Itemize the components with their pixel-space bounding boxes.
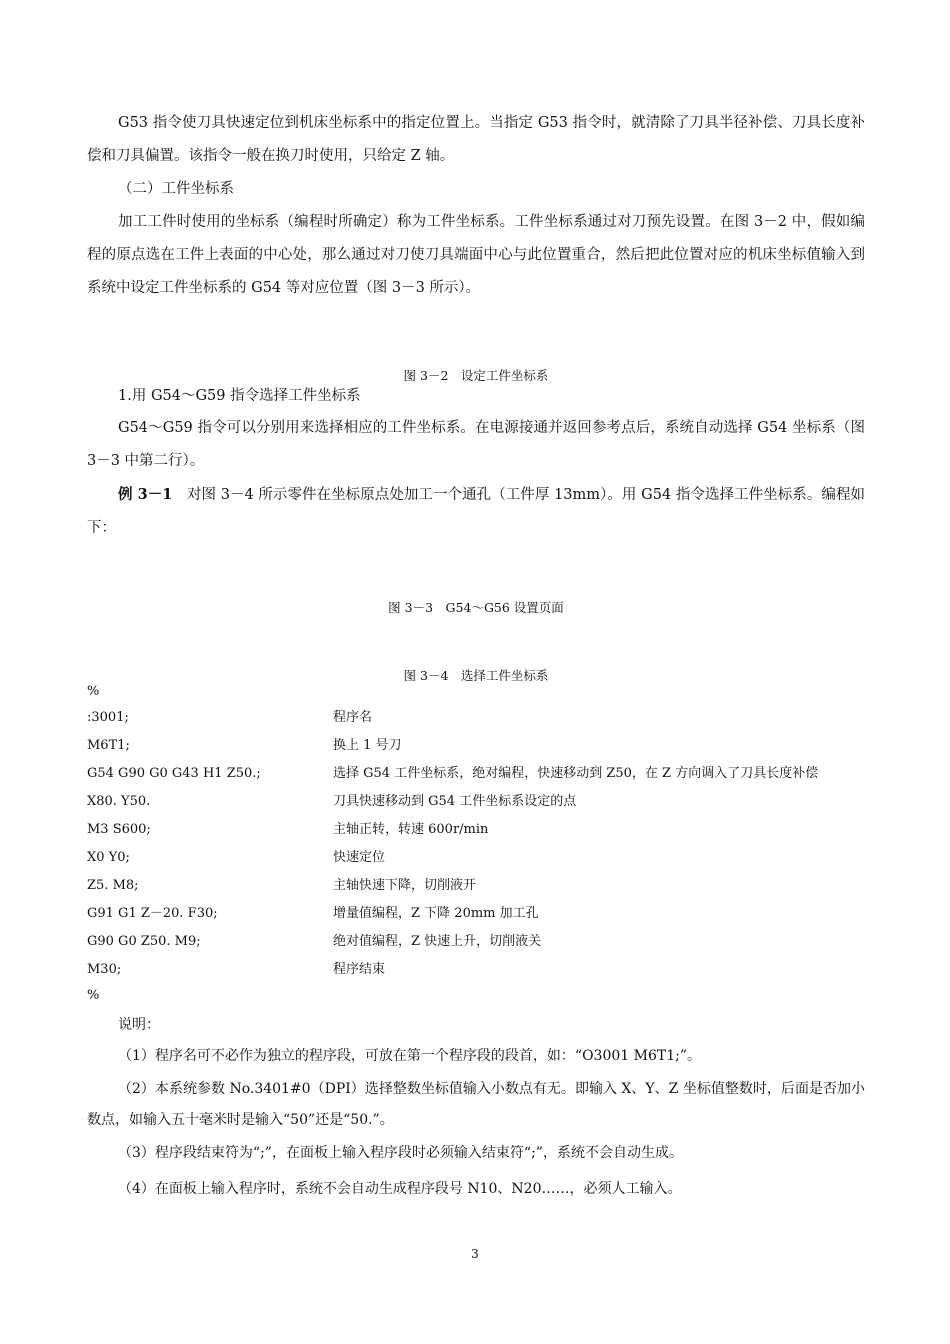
program-line — [87, 760, 865, 788]
program-line — [87, 844, 865, 872]
program-code: X0 Y0; — [87, 850, 130, 865]
program-line — [87, 956, 865, 984]
note-item: （3）程序段结束符为“;”，在面板上输入程序段时必须输入结束符“;”，系统不会自动生成。 — [118, 1145, 683, 1161]
program-line — [87, 816, 865, 844]
program-code: M3 S600; — [87, 822, 151, 837]
program-code: G54 G90 G0 G43 H1 Z50.; — [87, 766, 261, 781]
program-line — [87, 900, 865, 928]
figure-3-2-caption: 图 3－2 设定工件坐标系 — [403, 368, 549, 383]
example-paragraph — [87, 478, 865, 545]
program-desc: 换上 1 号刀 — [333, 738, 402, 753]
figure-3-4-caption: 图 3－4 选择工件坐标系 — [403, 668, 549, 683]
program-desc: 程序名 — [333, 710, 373, 725]
program-desc: 增量值编程，Z 下降 20mm 加工孔 — [333, 906, 539, 921]
program-line — [87, 788, 865, 816]
subheading-g54-g59: 1.用 G54～G59 指令选择工件坐标系 — [118, 388, 361, 404]
program-start-marker: % — [87, 684, 100, 699]
program-line — [87, 732, 865, 760]
example-label: 例 3－1 — [118, 486, 173, 503]
program-line — [87, 704, 865, 732]
program-code: X80. Y50. — [87, 794, 151, 809]
program-code: G90 G0 Z50. M9; — [87, 934, 201, 949]
intro-paragraph: G53 指令使刀具快速定位到机床坐标系中的指定位置上。当指定 G53 指令时，就清除了刀具半径补偿、刀具长度补偿和刀具偏置。该指令一般在换刀时使用，只给定 Z 轴。 — [87, 115, 865, 164]
program-desc: 程序结束 — [333, 962, 386, 977]
note-item: （4）在面板上输入程序时，系统不会自动生成程序段号 N10、N20……，必须人工输入。 — [118, 1181, 682, 1197]
note-item: （1）程序名可不必作为独立的程序段，可放在第一个程序段的段首，如：“O3001 M6T1;”。 — [118, 1048, 701, 1064]
workpiece-paragraph: 加工工件时使用的坐标系（编程时所确定）称为工件坐标系。工件坐标系通过对刀预先设置。在图 3－2 中，假如编程的原点选在工件上表面的中心处，那么通过对刀使刀具端面中心与此位置重合，然后把此位置对应的机床坐标值输入到系统中设定工件坐标系的 G54 等对应位置（图 3－3 所示）。 — [87, 214, 865, 296]
program-desc: 绝对值编程，Z 快速上升，切削液关 — [333, 934, 542, 949]
program-code: M30; — [87, 962, 122, 977]
program-desc: 刀具快速移动到 G54 工件坐标系设定的点 — [333, 794, 577, 809]
section-heading: （二）工件坐标系 — [118, 181, 234, 197]
g54-paragraph: G54～G59 指令可以分别用来选择相应的工件坐标系。在电源接通并返回参考点后，系统自动选择 G54 坐标系（图 3－3 中第二行）。 — [87, 420, 865, 469]
program-desc: 主轴快速下降，切削液开 — [333, 878, 477, 893]
page-number: 3 — [471, 1247, 479, 1261]
program-desc: 选择 G54 工件坐标系，绝对编程，快速移动到 Z50，在 Z 方向调入了刀具长度补偿 — [333, 766, 819, 781]
program-code: Z5. M8; — [87, 878, 139, 893]
notes-heading: 说明： — [118, 1017, 160, 1033]
program-code: G91 G1 Z－20. F30; — [87, 906, 218, 921]
program-desc: 主轴正转，转速 600r/min — [333, 822, 489, 837]
program-code: :3001; — [87, 710, 129, 725]
program-code: M6T1; — [87, 738, 130, 753]
program-end-marker: % — [87, 988, 100, 1003]
figure-3-3-caption: 图 3－3 G54～G56 设置页面 — [388, 600, 564, 615]
note-item: （2）本系统参数 No.3401#0（DPI）选择整数坐标值输入小数点有无。即输入 X、Y、Z 坐标值整数时，后面是否加小数点，如输入五十毫米时是输入“50”还是“50.”。 — [87, 1081, 865, 1128]
program-line — [87, 872, 865, 900]
program-line — [87, 928, 865, 956]
program-desc: 快速定位 — [333, 850, 386, 865]
example-text: 对图 3－4 所示零件在坐标原点处加工一个通孔（工件厚 13mm）。用 G54 指令选择工件坐标系。编程如下： — [87, 487, 865, 536]
